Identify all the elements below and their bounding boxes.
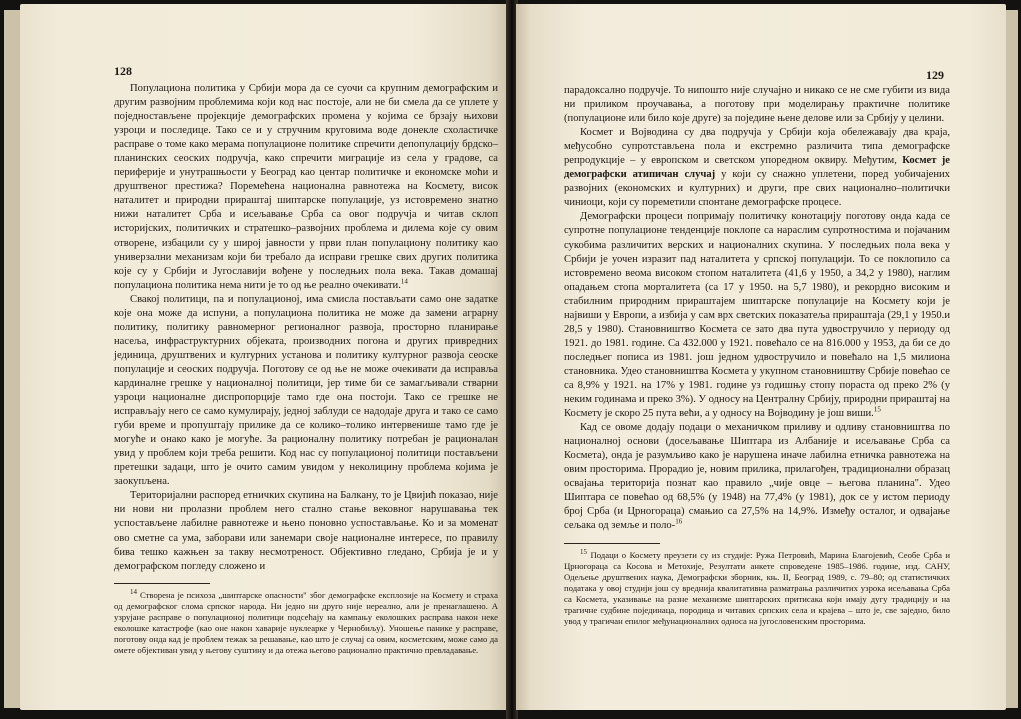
right-page-edges [1006, 10, 1018, 708]
right-paragraph-2-text: Космет и Војводина су два подручја у Србији која обележавају два краја, међусобно супротстављена пола и екстремно различита типа демографске репродукције – у европском и светском упоредном оквиру. Међутим, [564, 127, 950, 167]
left-footnote [114, 587, 498, 657]
footnote-divider [114, 583, 210, 584]
right-footnote-text: Подаци о Космету преузети су из студије: Ружа Петровић, Марина Благојевић, Сеобе Срба и Црногораца са Косова и Метохије, Резултати анкете спроведене 1985–1986. године, изд. САНУ, Одељење друштвених наука, Демографски зборник, књ. II, Београд 1989, с. 79–80; од статистичких података у овој студији још су вреднија квалитативна разматрања различитих узрока исељавања Срба са Космета, указивање на разне механизме шиптарских притисака који имају дугу традицију и на трагичне судбине појединаца, породица и читавих српских села и крајева – што је, све заједно, било увод у трагичан епилог међунационалних односа на југословенским просторима. [564, 549, 950, 627]
left-paragraph: Територијални распоред етничких скупина на Балкану, то је Цвијић показао, није ни нови ни пролазни проблем него стално стање вековног нарушавања тек успостављене лабилне равнотеже и њено поновно успостављање. Ко и за моменат ово сметне са ума, заборави или занемари своје националне интересе, по правилу бива тешко кажњен за такву несмотреност. Објективно гледано, Србија је и у демографском погледу сложено и [114, 490, 498, 572]
footnote-divider [564, 543, 660, 544]
right-page [516, 4, 1006, 710]
footnote-ref-16: 16 [675, 517, 683, 526]
right-paragraph-2-rest: у који су снажно уплетени, поред уобичајених развојних (економских и културних) и други, пре свих национално–политички чиниоци, који су пореметили спонтане демографске процесе. [564, 169, 950, 209]
footnote-ref-14: 14 [400, 277, 408, 286]
right-paragraph-4-text: Кад се овоме додају подаци о механичком приливу и одливу становништва по националној основи (досељавање Шиптара из Албаније и исељавање Срба са Космета), онда је разумљиво како је нарушена иначе лабилна етничка равнотежа на овим просторима. Прорадио је, новим прилика, прилагођен, традиционални образац освајања територија познат као правило „чије овце – његова планина". Удео Шиптара се повећао од 68,5% (у 1948) на 77,4% (у 1981), док се у истом периоду број Срба (и Црногораца) смањио са 27,5% на 14,9%. Између осталог, и одвајање сељака од земље и поло- [564, 422, 950, 532]
right-paragraph [564, 210, 950, 421]
right-paragraph [564, 421, 950, 533]
left-page [20, 4, 508, 710]
left-paragraph-1-text: Популациона политика у Србији мора да се суочи са крупним демографским и другим развојним проблемима који код нас постоје, али не би смела да се уплете у поједностављене пројекције демографских промена у којима се брзају њихови узроци и последице. Тако се и у стручним круговима воде донекле схоластичке расправе о томе како мерама популационе политике спречити депопулацију брдско–планинских сеоских подручја, како спречити миграције из села у градове, са периферије и унутрашњости у Београд као центар политичке и економске моћи и друштвеног престижа? Поремећена национална равнотежа на Космету, висок наталитет и природни прираштај шиптарске популације, уз истовремено знатно нижи наталитет Срба и исељавање Срба са овог подручја и читав склоп историјских, политичких и стратешко–развојних проблема и дилема које су овим отворене, избацили су у широј јавности у први план популациону политику као универзални механизам који би требало да исправи грешке свих других политика које су у Србији и Југославији вођене у последњих пола века. Такав домашај популациона политика нема нити је то од ње реално очекивати. [114, 83, 498, 291]
right-page-number: 129 [926, 68, 944, 82]
footnote-number: 14 [130, 587, 137, 596]
left-page-number: 128 [114, 64, 132, 78]
right-footnote [564, 547, 950, 628]
left-footnote-text: Створена је психоза „шиптарске опасности" због демографске експлозије на Космету и страха од демографског слома српског народа. Ни једно ни друго није нереално, али је пренаглашено. А узрујане расправе о популационој политици подсећају на кампању еколошких расправа након неке еколошке катастрофе (као оне након хаварије нуклеарке у Чернобиљу). Уношење панике у расправе, поготову онда кад је проблем тежак за решавање, као што је случај са овим, косметским, може само да омете објективан увид у његову суштину и да отежа његово рационално практично превладавање. [114, 589, 498, 656]
left-page-body [114, 82, 498, 656]
left-paragraph: Свакој политици, па и популационој, има смисла постављати само оне задатке које она може да испуни, а популациона политика не може да замени аграрну политику, политику равномерног регионалног развоја, просторно планирање насеља, инфраструктурних објеката, производних погона и других привредних јединица, друштвених и културних установа и политику културног развоја сеоске популације и сеоских подручја. Поготову се од ње не може очекивати да исправља кардиналне грешке у националној политици, јер тиме би се замагљивали стварни узроци националне диспропорције тамо где она постоји. Тако се грешке не исправљају него се само кумулирају, једној заблуди се надодаје друга и тако се само губи време и пропуштају прилике да се колико–толико интервенише тамо где је могуће и онако како је могуће. За рационалну политику потребан је рационалан увид у проблем који треба решити. Код нас су популационој политици постављени претешки задаци, што је очито самим увидом у неколицину проблема којима је заокупљена. [114, 293, 498, 488]
footnote-ref-15: 15 [873, 405, 881, 414]
left-page-edges [4, 10, 20, 708]
right-paragraph [564, 126, 950, 210]
right-paragraph-3-text: Демографски процеси попримају политичку конотацију поготову онда када се супротне популационе тенденције поклопе са нараслим супротностима и појачаним сукобима различитих верских и националних скупина. У последњих пола века у Србији је уочен изразит пад наталитета у српској популацији. То се поклопило са истовремено веома високом стопом наталитета (41,6 у 1950, а 34,2 у 1980), наглим опадањем стопа морталитета (са 17 у 1950. на 5,7 1980), и рекордно високим и стабилним природним прираштајем шиптарске популације на Космету који је највиши у Европи, а избија у сам врх светских показатеља прираштаја (29,1 у 1950.и 28,5 у 1980). Становништво Космета се зато два пута удвостручило у периоду од 1921. до 1981. године. Са 432.000 у 1921. повећало се на 816.000 у 1953, да би се до последњег пописа из 1981. још једном удвостручило и повећало на 1,5 милиона становника. Удео становништва Космета у укупном становништву Србије повећао се са 8,9% у 1921. на 17% у 1981. године уз годишњу стопу пораста од преко 2% (у неким годинама и преко 3%). У односу на Централну Србију, природни прираштај на Космету је скоро 25 пута већи, а у односу на Војводину је још виши. [564, 211, 950, 420]
right-page-body [564, 84, 950, 627]
right-paragraph: парадоксално подручје. То нипошто није случајно и никако се не сме губити из вида ни приликом проучавања, а поготову при моделирању практичне политике (популационе или било које друге) за поједине њене делове или за Србију у целини. [564, 85, 950, 125]
left-paragraph [114, 82, 498, 293]
footnote-number: 15 [580, 547, 587, 556]
bold-phrase: Космет је демографски атипичан случај [564, 155, 950, 181]
